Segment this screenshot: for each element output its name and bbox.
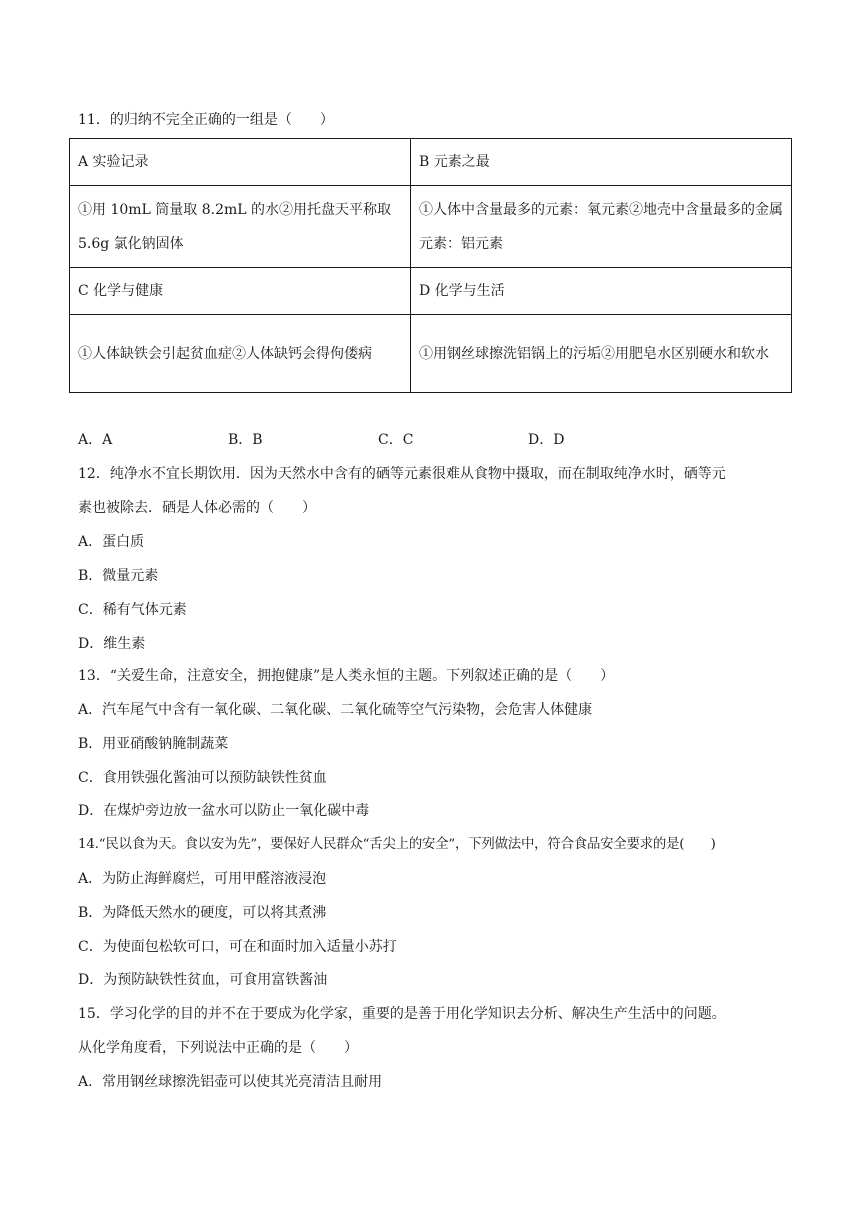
q11-cell-a-content: ①用 10mL 筒量取 8.2mL 的水②用托盘天平称取 5.6g 氯化钠固体 <box>70 186 411 268</box>
q11-stem: 11．的归纳不完全正确的一组是（ ） <box>78 112 334 128</box>
q11-cell-c-content: ①人体缺铁会引起贫血症②人体缺钙会得佝偻病 <box>70 315 411 393</box>
q12-option-a: A．蛋白质 <box>78 534 145 550</box>
q11-cell-d-header: D 化学与生活 <box>411 268 792 315</box>
q11-cell-d-content: ①用钢丝球擦洗铝锅上的污垢②用肥皂水区别硬水和软水 <box>411 315 792 393</box>
q11-cell-b-content: ①人体中含量最多的元素：氧元素②地壳中含量最多的金属元素：铝元素 <box>411 186 792 268</box>
q15-stem-line2: 从化学角度看，下列说法中正确的是（ ） <box>78 1040 358 1056</box>
q12-option-b: B．微量元素 <box>78 568 159 584</box>
q12-stem-line1: 12．纯净水不宜长期饮用．因为天然水中含有的硒等元素很难从食物中摄取，而在制取纯净水时，硒等元 <box>78 466 726 482</box>
q13-option-d: D．在煤炉旁边放一盆水可以防止一氧化碳中毒 <box>78 803 370 819</box>
q14-option-c: C．为使面包松软可口，可在和面时加入适量小苏打 <box>78 939 397 955</box>
q14-option-a: A．为防止海鲜腐烂，可用甲醛溶液浸泡 <box>78 871 327 887</box>
q11-option-c: C．C <box>378 432 414 448</box>
q14-stem: 14.“民以食为天。食以安为先”，要保好人民群众“舌尖上的安全”，下列做法中，符合食品安全要求的是( ) <box>78 837 716 852</box>
q12-stem-line2: 素也被除去．硒是人体必需的（ ） <box>78 500 316 516</box>
q12-option-c: C．稀有气体元素 <box>78 602 187 618</box>
q14-option-d: D．为预防缺铁性贫血，可食用富铁酱油 <box>78 972 328 988</box>
q11-cell-b-header: B 元素之最 <box>411 139 792 186</box>
q14-option-b: B．为降低天然水的硬度，可以将其煮沸 <box>78 905 327 921</box>
q15-stem-line1: 15．学习化学的目的并不在于要成为化学家，重要的是善于用化学知识去分析、解决生产生活中的问题。 <box>78 1006 726 1022</box>
q13-option-c: C．食用铁强化酱油可以预防缺铁性贫血 <box>78 770 327 786</box>
q13-stem: 13．“关爱生命，注意安全，拥抱健康”是人类永恒的主题。下列叙述正确的是（ ） <box>78 668 615 684</box>
q11-cell-c-header: C 化学与健康 <box>70 268 411 315</box>
q12-option-d: D．维生素 <box>78 636 146 652</box>
q13-option-b: B．用亚硝酸钠腌制蔬菜 <box>78 736 229 752</box>
q11-option-b: B．B <box>228 432 263 448</box>
q15-option-a: A．常用钢丝球擦洗铝壶可以使其光亮清洁且耐用 <box>78 1074 383 1090</box>
q11-option-d: D．D <box>528 432 565 448</box>
q13-option-a: A．汽车尾气中含有一氧化碳、二氧化碳、二氧化硫等空气污染物，会危害人体健康 <box>78 702 593 718</box>
q11-table <box>69 138 792 393</box>
q11-option-a: A．A <box>78 432 113 448</box>
q11-cell-a-header: A 实验记录 <box>70 139 411 186</box>
